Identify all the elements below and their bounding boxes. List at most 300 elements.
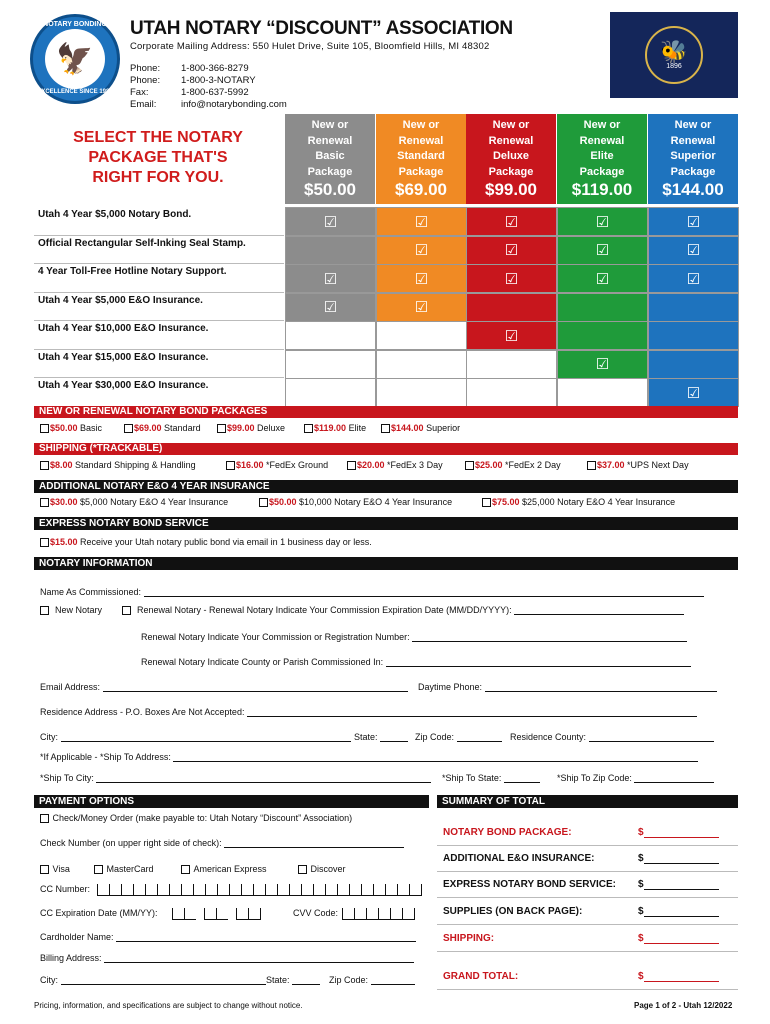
- check-number-field[interactable]: [40, 838, 426, 848]
- digit-box[interactable]: [241, 884, 253, 896]
- check-icon: ☑: [504, 213, 519, 231]
- name-commissioned-label: Name As Commissioned:: [40, 587, 142, 597]
- digit-box[interactable]: [390, 908, 402, 920]
- feature-label: Utah 4 Year $5,000 E&O Insurance.: [38, 294, 203, 306]
- check-icon: ☑: [595, 356, 610, 373]
- digit-box[interactable]: [337, 884, 349, 896]
- amex-checkbox[interactable]: [181, 865, 190, 874]
- eo-checkbox[interactable]: [259, 498, 268, 507]
- check-money-order-label: Check/Money Order (make payable to: Utah Notary “Discount” Association): [52, 813, 353, 823]
- notary-info-bar: NOTARY INFORMATION: [34, 557, 738, 570]
- summary-divider: [437, 871, 738, 872]
- cardholder-label: Cardholder Name:: [40, 932, 114, 942]
- eo-price: $50.00: [269, 497, 297, 507]
- eo-option[interactable]: [259, 497, 452, 507]
- express-service-bar: EXPRESS NOTARY BOND SERVICE: [34, 517, 738, 530]
- digit-box[interactable]: [265, 884, 277, 896]
- package-price: $69.00: [134, 423, 162, 433]
- select-heading-line: PACKAGE THAT'S: [88, 149, 228, 166]
- shipping-name: *FedEx 3 Day: [387, 460, 443, 470]
- digit-box[interactable]: [385, 884, 397, 896]
- feature-cell: [466, 236, 557, 265]
- digit-box[interactable]: [301, 884, 313, 896]
- feature-cell: [376, 236, 467, 265]
- digit-box[interactable]: [169, 884, 181, 896]
- summary-bar: SUMMARY OF TOTAL: [437, 795, 738, 808]
- check-money-order-option[interactable]: [40, 813, 352, 823]
- zip-field[interactable]: [415, 732, 509, 742]
- dollar-sign: $: [638, 933, 644, 944]
- digit-box[interactable]: [229, 884, 241, 896]
- digit-box[interactable]: [121, 884, 133, 896]
- beehive-icon: 🐝: [660, 38, 688, 64]
- state-field[interactable]: [354, 732, 416, 742]
- billing-city-label: City:: [40, 975, 58, 985]
- digit-box[interactable]: [193, 884, 205, 896]
- eo-checkbox[interactable]: [482, 498, 491, 507]
- renewal-county-field[interactable]: [141, 657, 722, 667]
- ship-city-line[interactable]: [96, 774, 431, 783]
- name-commissioned-field[interactable]: [40, 587, 722, 597]
- shipping-checkbox[interactable]: [465, 461, 474, 470]
- package-price: $99.00: [485, 180, 537, 199]
- email-line[interactable]: [103, 683, 408, 692]
- package-label-line: Renewal: [488, 134, 534, 147]
- package-label-line: Package: [307, 165, 353, 178]
- shipping-price: $8.00: [50, 460, 73, 470]
- check-icon: ☑: [686, 384, 701, 402]
- renewal-exp-line[interactable]: [514, 606, 684, 615]
- cardholder-field[interactable]: [40, 932, 426, 942]
- digit-box[interactable]: [97, 884, 109, 896]
- digit-box[interactable]: [145, 884, 157, 896]
- feature-label: Utah 4 Year $5,000 Notary Bond.: [38, 209, 192, 220]
- billing-city-line[interactable]: [61, 976, 266, 985]
- check-icon: ☑: [414, 299, 429, 316]
- package-column-standard: [376, 114, 466, 204]
- mastercard-option[interactable]: [94, 864, 154, 874]
- state-line[interactable]: [380, 733, 408, 742]
- ship-zip-line[interactable]: [634, 774, 714, 783]
- check-icon: ☑: [323, 299, 338, 316]
- package-label-line: Elite: [590, 150, 614, 162]
- ship-city-label: *Ship To City:: [40, 773, 94, 783]
- billing-state-line[interactable]: [292, 976, 320, 985]
- feature-label: Utah 4 Year $15,000 E&O Insurance.: [38, 351, 209, 363]
- package-price: $144.00: [662, 180, 724, 199]
- digit-box[interactable]: [402, 908, 414, 920]
- packages-bar: NEW OR RENEWAL NOTARY BOND PACKAGES: [34, 406, 738, 418]
- package-label: [285, 114, 375, 180]
- shipping-option[interactable]: [465, 460, 561, 470]
- check-icon: ☑: [504, 270, 519, 288]
- package-price: $99.00: [227, 423, 255, 433]
- feature-cell: [376, 293, 467, 322]
- renewal-county-label: Renewal Notary Indicate County or Parish Commissioned In:: [141, 657, 384, 667]
- eo-option[interactable]: [40, 497, 228, 507]
- digit-box[interactable]: [133, 884, 145, 896]
- package-label-line: Standard: [397, 150, 445, 162]
- contact-value-fax: 1-800-637-5992: [181, 87, 249, 98]
- renewal-exp-label: Renewal Notary - Renewal Notary Indicate Your Commission Expiration Date (MM/DD/YYYY):: [137, 605, 512, 615]
- row-divider: [34, 235, 284, 236]
- discover-label: Discover: [310, 864, 346, 874]
- summary-divider: [437, 951, 738, 952]
- summary-label: NOTARY BOND PACKAGE:: [443, 827, 572, 838]
- billing-state-field[interactable]: [266, 975, 328, 985]
- express-desc: Receive your Utah notary public bond via email in 1 business day or less.: [80, 537, 372, 547]
- shipping-name: Standard Shipping & Handling: [75, 460, 196, 470]
- digit-box[interactable]: [325, 884, 337, 896]
- package-label-line: New or: [311, 119, 349, 131]
- package-label-line: New or: [402, 119, 440, 131]
- package-column-elite: [557, 114, 647, 204]
- ship-state-field[interactable]: [442, 773, 558, 783]
- email-field[interactable]: [40, 682, 420, 692]
- check-icon: ☑: [414, 213, 429, 231]
- payment-options-bar: PAYMENT OPTIONS: [34, 795, 429, 808]
- package-label-line: Superior: [670, 150, 716, 162]
- feature-cell: [648, 350, 739, 379]
- billing-line[interactable]: [104, 954, 414, 963]
- ship-state-line[interactable]: [504, 774, 540, 783]
- feature-label: Utah 4 Year $10,000 E&O Insurance.: [38, 323, 209, 334]
- package-column-superior: [648, 114, 738, 204]
- digit-box[interactable]: [342, 908, 354, 920]
- package-label-line: Renewal: [579, 134, 625, 147]
- city-field[interactable]: [40, 732, 356, 742]
- feature-cell: [648, 236, 739, 265]
- contact-value-phone: 1-800-366-8279: [181, 63, 249, 74]
- digit-box[interactable]: [236, 908, 248, 920]
- city-line[interactable]: [61, 733, 351, 742]
- residence-county-line[interactable]: [589, 733, 714, 742]
- digit-box[interactable]: [253, 884, 265, 896]
- package-name: Deluxe: [257, 423, 286, 433]
- digit-box[interactable]: [205, 884, 217, 896]
- name-commissioned-line[interactable]: [144, 588, 704, 597]
- billing-zip-line[interactable]: [371, 976, 415, 985]
- digit-box[interactable]: [172, 908, 184, 920]
- visa-label: Visa: [52, 864, 70, 874]
- package-label: [557, 114, 647, 180]
- shipping-name: *FedEx 2 Day: [505, 460, 561, 470]
- package-label: [648, 114, 738, 180]
- check-icon: ☑: [686, 270, 701, 288]
- digit-box[interactable]: [373, 884, 385, 896]
- feature-cell: [557, 264, 648, 293]
- feature-cell: [466, 264, 557, 293]
- digit-box-end: [421, 884, 422, 896]
- residence-county-field[interactable]: [510, 732, 722, 742]
- shipping-option[interactable]: [226, 460, 328, 470]
- row-divider: [34, 263, 284, 264]
- eo-insurance-bar: ADDITIONAL NOTARY E&O 4 YEAR INSURANCE: [34, 480, 738, 493]
- dollar-sign: $: [638, 853, 644, 864]
- package-label-line: Package: [670, 165, 716, 178]
- summary-amount-field[interactable]: [638, 853, 719, 864]
- row-divider: [34, 377, 284, 378]
- feature-label: Utah 4 Year $30,000 E&O Insurance.: [38, 380, 209, 391]
- digit-box[interactable]: [216, 908, 228, 920]
- package-label-line: Deluxe: [492, 150, 530, 162]
- residence-county-label: Residence County:: [510, 732, 587, 742]
- package-price: $69.00: [395, 180, 447, 199]
- ship-address-field[interactable]: [40, 752, 722, 762]
- digit-box[interactable]: [397, 884, 409, 896]
- check-icon: ☑: [414, 270, 429, 288]
- package-price: $50.00: [304, 180, 356, 199]
- visa-checkbox[interactable]: [40, 865, 49, 874]
- residence-line[interactable]: [247, 708, 697, 717]
- shipping-price: $20.00: [357, 460, 385, 470]
- summary-amount-field[interactable]: [638, 906, 719, 917]
- billing-state-label: State:: [266, 975, 290, 985]
- package-name: Superior: [426, 423, 461, 433]
- contact-value-email: info@notarybonding.com: [181, 99, 287, 110]
- digit-box-end: [414, 908, 415, 920]
- eo-option[interactable]: [482, 497, 675, 507]
- billing-zip-field[interactable]: [329, 975, 425, 985]
- digit-box[interactable]: [313, 884, 325, 896]
- digit-box[interactable]: [181, 884, 193, 896]
- dollar-sign: $: [638, 906, 644, 917]
- eo-name: $25,000 Notary E&O 4 Year Insurance: [522, 497, 676, 507]
- summary-amount-field[interactable]: [638, 827, 719, 838]
- eo-name: $10,000 Notary E&O 4 Year Insurance: [299, 497, 453, 507]
- digit-box[interactable]: [204, 908, 216, 920]
- ship-zip-label: *Ship To Zip Code:: [557, 773, 632, 783]
- summary-divider: [437, 845, 738, 846]
- digit-box[interactable]: [366, 908, 378, 920]
- feature-cell: [285, 321, 376, 350]
- feature-cell: [466, 207, 557, 236]
- ship-state-label: *Ship To State:: [442, 773, 502, 783]
- express-price: $15.00: [50, 537, 78, 547]
- package-label-line: Renewal: [398, 134, 444, 147]
- package-label-line: New or: [674, 119, 712, 131]
- summary-label: SHIPPING:: [443, 933, 495, 944]
- cvv-label: CVV Code:: [293, 908, 339, 918]
- package-checkbox[interactable]: [217, 424, 226, 433]
- select-package-heading: [38, 128, 278, 188]
- feature-cell: [285, 207, 376, 236]
- mastercard-checkbox[interactable]: [94, 865, 103, 874]
- digit-box[interactable]: [361, 884, 373, 896]
- daytime-phone-line[interactable]: [485, 683, 717, 692]
- feature-cell: [648, 264, 739, 293]
- state-label: State:: [354, 732, 378, 742]
- check-number-label: Check Number (on upper right side of check):: [40, 838, 222, 848]
- package-label-line: Renewal: [670, 134, 716, 147]
- package-price: $50.00: [50, 423, 78, 433]
- new-notary-checkbox[interactable]: [40, 606, 49, 615]
- feature-cell: [557, 207, 648, 236]
- residence-field[interactable]: [40, 707, 722, 717]
- digit-box[interactable]: [217, 884, 229, 896]
- summary-amount-field[interactable]: [638, 879, 719, 890]
- shipping-name: *UPS Next Day: [627, 460, 689, 470]
- summary-amount-line[interactable]: [644, 908, 719, 917]
- feature-cell: [466, 293, 557, 322]
- ship-address-line[interactable]: [173, 753, 698, 762]
- shipping-price: $25.00: [475, 460, 503, 470]
- renewal-notary-checkbox[interactable]: [122, 606, 131, 615]
- digit-box[interactable]: [157, 884, 169, 896]
- renewal-exp-field[interactable]: [122, 605, 722, 615]
- digit-box[interactable]: [109, 884, 121, 896]
- package-label-line: New or: [492, 119, 530, 131]
- shipping-checkbox[interactable]: [226, 461, 235, 470]
- package-label-line: Renewal: [307, 134, 353, 147]
- digit-box[interactable]: [409, 884, 421, 896]
- feature-cell: [285, 264, 376, 293]
- feature-cell: [648, 293, 739, 322]
- summary-label: GRAND TOTAL:: [443, 971, 519, 982]
- package-checkbox[interactable]: [124, 424, 133, 433]
- shipping-bar: SHIPPING (*TRACKABLE): [34, 443, 738, 455]
- discover-checkbox[interactable]: [298, 865, 307, 874]
- express-option[interactable]: [40, 537, 372, 547]
- feature-cell: [285, 293, 376, 322]
- eo-price: $75.00: [492, 497, 520, 507]
- digit-box[interactable]: [354, 908, 366, 920]
- flag-year: 1896: [666, 62, 682, 70]
- summary-amount-line[interactable]: [644, 855, 719, 864]
- summary-amount-line[interactable]: [644, 935, 719, 944]
- discover-option[interactable]: [298, 864, 346, 874]
- flag-seal: [645, 26, 703, 84]
- summary-label: EXPRESS NOTARY BOND SERVICE:: [443, 879, 616, 890]
- feature-cell: [285, 378, 376, 407]
- renewal-number-line[interactable]: [412, 633, 687, 642]
- eo-checkbox[interactable]: [40, 498, 49, 507]
- shipping-option[interactable]: [587, 460, 689, 470]
- express-checkbox[interactable]: [40, 538, 49, 547]
- package-option[interactable]: [124, 423, 201, 433]
- summary-amount-field[interactable]: [638, 971, 719, 982]
- daytime-phone-field[interactable]: [418, 682, 722, 692]
- shipping-checkbox[interactable]: [347, 461, 356, 470]
- check-icon: ☑: [595, 270, 610, 288]
- shipping-price: $37.00: [597, 460, 625, 470]
- renewal-county-line[interactable]: [386, 658, 691, 667]
- summary-divider: [437, 989, 738, 990]
- package-option[interactable]: [217, 423, 285, 433]
- city-label: City:: [40, 732, 58, 742]
- feature-cell: [376, 378, 467, 407]
- summary-label: ADDITIONAL E&O INSURANCE:: [443, 853, 595, 864]
- summary-amount-line[interactable]: [644, 829, 719, 838]
- summary-amount-field[interactable]: [638, 933, 719, 944]
- billing-field[interactable]: [40, 953, 426, 963]
- feature-label: 4 Year Toll-Free Hotline Notary Support.: [38, 266, 227, 277]
- digit-box[interactable]: [248, 908, 260, 920]
- zip-label: Zip Code:: [415, 732, 455, 742]
- package-label-line: Basic: [315, 150, 345, 162]
- shipping-option[interactable]: [347, 460, 443, 470]
- feature-cell: [557, 293, 648, 322]
- shipping-checkbox[interactable]: [587, 461, 596, 470]
- check-money-order-checkbox[interactable]: [40, 814, 49, 823]
- digit-box[interactable]: [289, 884, 301, 896]
- row-divider: [34, 320, 284, 321]
- zip-line[interactable]: [457, 733, 502, 742]
- package-column-basic: [285, 114, 375, 204]
- cc-number-label: CC Number:: [40, 884, 91, 894]
- amex-label: American Express: [193, 864, 267, 874]
- digit-box[interactable]: [184, 908, 196, 920]
- amex-option[interactable]: [181, 864, 267, 874]
- utah-flag-icon: [610, 12, 738, 98]
- feature-cell: [376, 350, 467, 379]
- check-icon: ☑: [323, 270, 338, 288]
- digit-box[interactable]: [378, 908, 390, 920]
- check-icon: ☑: [323, 213, 338, 231]
- page-title: UTAH NOTARY “DISCOUNT” ASSOCIATION: [130, 18, 513, 39]
- feature-cell: [466, 321, 557, 350]
- digit-box-end: [260, 908, 261, 920]
- contact-label-phone-2: Phone:: [130, 75, 161, 86]
- digit-box[interactable]: [277, 884, 289, 896]
- feature-cell: [557, 378, 648, 407]
- package-option[interactable]: [40, 423, 102, 433]
- package-label-line: New or: [583, 119, 621, 131]
- visa-option[interactable]: [40, 864, 70, 874]
- check-icon: ☑: [504, 242, 519, 259]
- daytime-phone-label: Daytime Phone:: [418, 682, 483, 692]
- package-checkbox[interactable]: [381, 424, 390, 433]
- eagle-icon: 🦅: [45, 29, 105, 89]
- ship-zip-field[interactable]: [557, 773, 722, 783]
- shipping-price: $16.00: [236, 460, 264, 470]
- package-option[interactable]: [304, 423, 366, 433]
- shipping-checkbox[interactable]: [40, 461, 49, 470]
- package-price: $119.00: [571, 180, 633, 199]
- seal-bottom-text: EXCELLENCE SINCE 1980: [37, 89, 113, 95]
- shipping-option[interactable]: [40, 460, 196, 470]
- package-checkbox[interactable]: [40, 424, 49, 433]
- new-notary-label: New Notary: [55, 605, 103, 615]
- shipping-name: *FedEx Ground: [266, 460, 329, 470]
- dollar-sign: $: [638, 827, 644, 838]
- renewal-number-field[interactable]: [141, 632, 722, 642]
- package-checkbox[interactable]: [304, 424, 313, 433]
- feature-cell: [648, 378, 739, 407]
- cardholder-line[interactable]: [116, 933, 416, 942]
- check-icon: ☑: [686, 242, 701, 259]
- digit-box[interactable]: [349, 884, 361, 896]
- feature-cell: [376, 321, 467, 350]
- summary-label: SUPPLIES (ON BACK PAGE):: [443, 906, 583, 917]
- ship-city-field[interactable]: [40, 773, 442, 783]
- new-notary-option[interactable]: [40, 605, 102, 615]
- notary-bonding-seal-logo: [30, 14, 120, 104]
- package-name: Standard: [164, 423, 201, 433]
- billing-city-field[interactable]: [40, 975, 268, 985]
- check-number-line[interactable]: [224, 839, 404, 848]
- feature-cell: [376, 207, 467, 236]
- package-column-deluxe: [466, 114, 556, 204]
- contact-value-phone-2: 1-800-3-NOTARY: [181, 75, 256, 86]
- feature-cell: [285, 236, 376, 265]
- feature-label: Official Rectangular Self-Inking Seal Stamp.: [38, 237, 246, 249]
- contact-label-phone: Phone:: [130, 63, 161, 74]
- summary-amount-line[interactable]: [644, 881, 719, 890]
- summary-amount-line[interactable]: [644, 973, 719, 982]
- package-label-line: Package: [579, 165, 625, 178]
- package-option[interactable]: [381, 423, 460, 433]
